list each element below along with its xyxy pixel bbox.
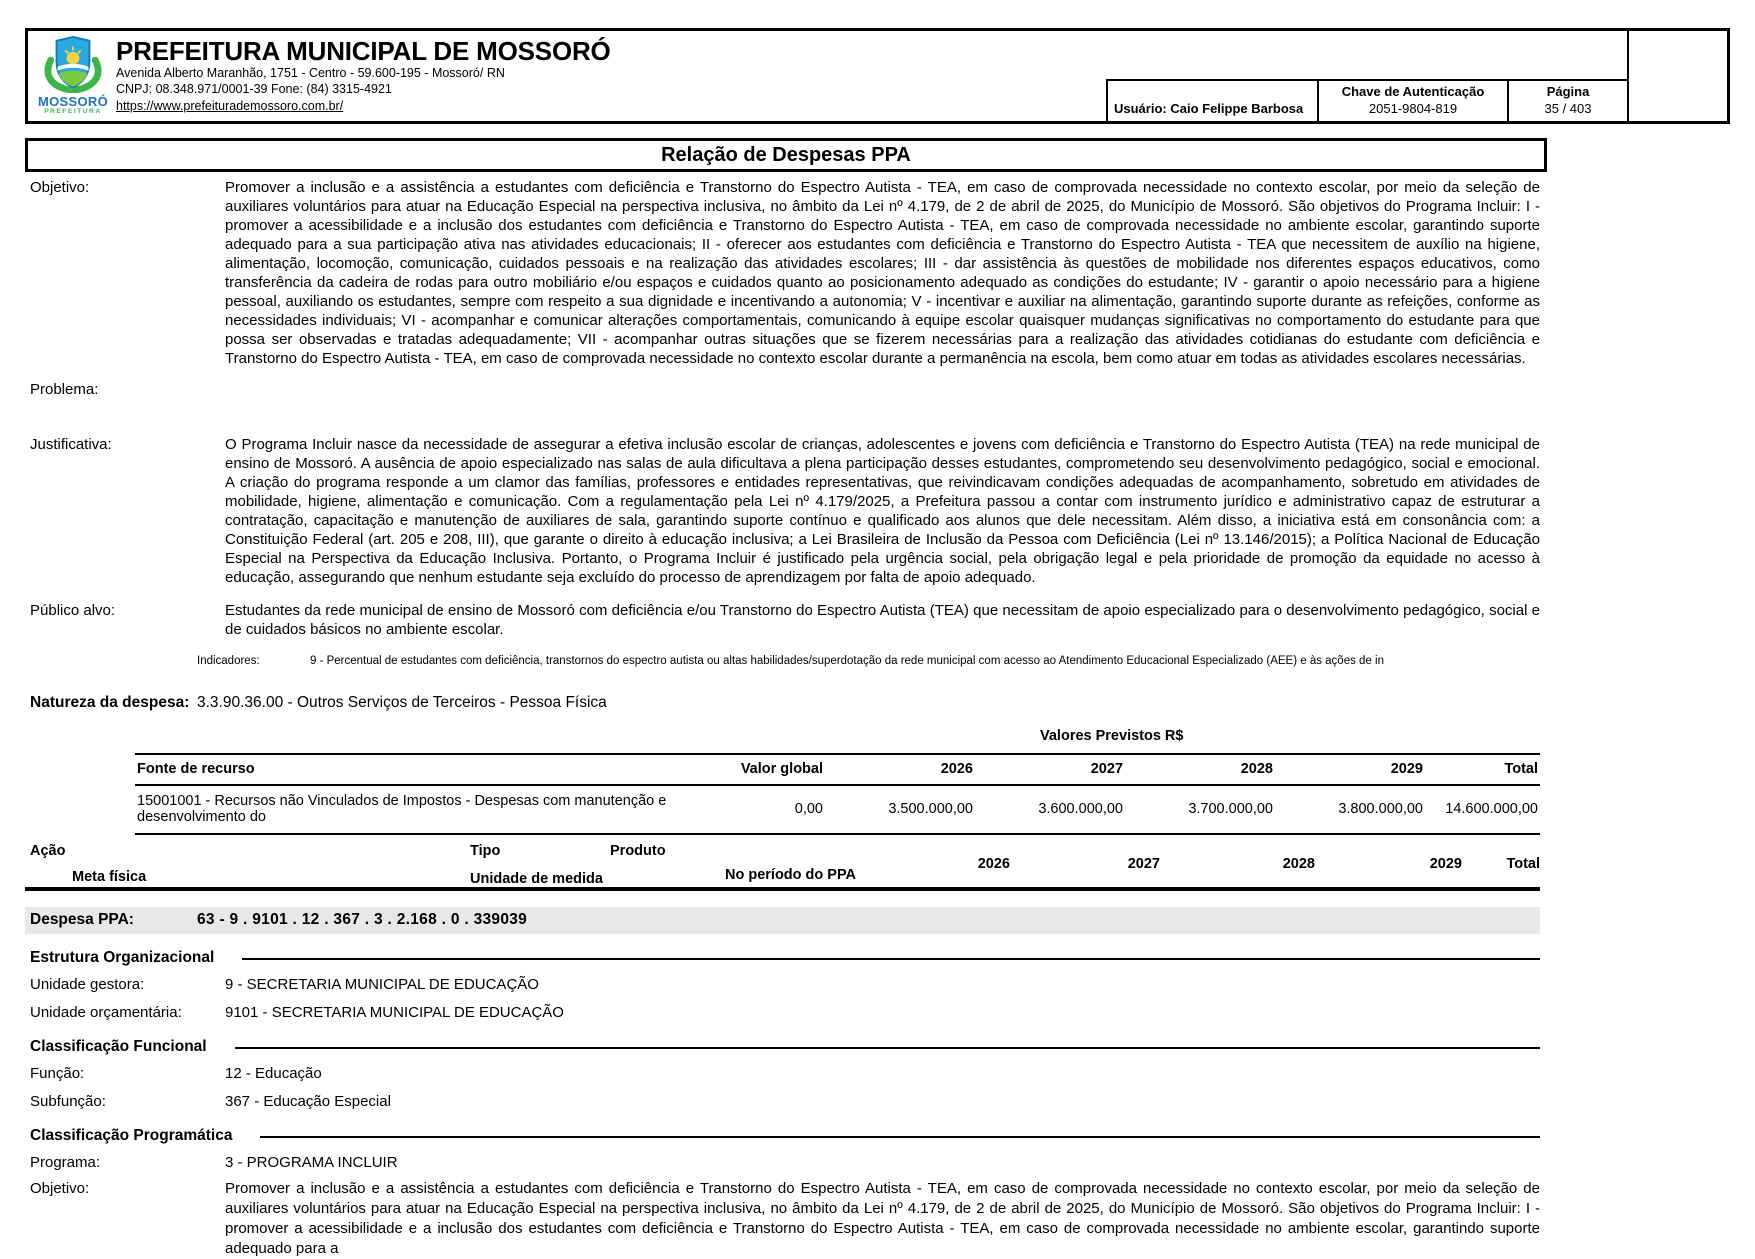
report-title: Relação de Despesas PPA <box>661 143 911 166</box>
subfuncao-row <box>25 1092 1540 1112</box>
subfuncao-value: 367 - Educação Especial <box>225 1093 391 1110</box>
cell-fonte: 15001001 - Recursos não Vinculados de Impostos - Despesas com manutenção e desenvolvimento do <box>135 785 705 834</box>
cell-valor-global: 0,00 <box>705 785 825 834</box>
page-cell <box>1507 79 1627 121</box>
logo-city-text: MOSSORÓ <box>38 94 108 109</box>
acao-year-2029: 2029 <box>1429 856 1462 872</box>
org-website-link[interactable]: https://www.prefeiturademossoro.com.br/ <box>116 99 344 113</box>
mossoro-crest-icon <box>38 35 108 93</box>
programa-objetivo-label: Objetivo: <box>30 1180 90 1197</box>
logo-subtitle-text: PREFEITURA <box>44 108 102 115</box>
org-block <box>116 36 611 115</box>
classificacao-funcional-title: Classificação Funcional <box>30 1038 207 1055</box>
tipo-label: Tipo <box>470 843 501 859</box>
unidade-orcamentaria-value: 9101 - SECRETARIA MUNICIPAL DE EDUCAÇÃO <box>225 1004 564 1021</box>
page-number: 35 / 403 <box>1544 101 1592 116</box>
objetivo-row <box>25 178 1540 368</box>
cell-total: 14.600.000,00 <box>1425 785 1540 834</box>
section-rule <box>242 958 1540 967</box>
cell-2028: 3.700.000,00 <box>1125 785 1275 834</box>
natureza-despesa-label: Natureza da despesa: <box>30 694 190 711</box>
objetivo-label: Objetivo: <box>30 179 90 196</box>
despesa-ppa-label: Despesa PPA: <box>30 911 134 928</box>
indicadores-row <box>25 654 1540 668</box>
user-cell <box>1106 79 1317 121</box>
report-body <box>25 178 1540 1259</box>
indicadores-label: Indicadores: <box>197 655 260 667</box>
valores-previstos-caption: Valores Previstos R$ <box>1040 728 1184 744</box>
mossoro-logo <box>36 35 110 119</box>
despesa-ppa-bar <box>25 907 1540 934</box>
subfuncao-label: Subfunção: <box>30 1093 106 1110</box>
stamp-box <box>1627 31 1727 121</box>
table-row <box>135 785 1540 834</box>
programa-objetivo-row <box>25 1179 1540 1259</box>
valores-previstos-table <box>135 753 1540 835</box>
funcao-row <box>25 1064 1540 1084</box>
despesa-ppa-code: 63 - 9 . 9101 . 12 . 367 . 3 . 2.168 . 0 . 339039 <box>197 911 528 928</box>
col-2029: 2029 <box>1275 754 1425 785</box>
org-cnpj-phone: CNPJ: 08.348.971/0001-39 Fone: (84) 3315-4921 <box>116 81 392 96</box>
cell-2027: 3.600.000,00 <box>975 785 1125 834</box>
col-2028: 2028 <box>1125 754 1275 785</box>
natureza-despesa-row <box>25 694 1540 712</box>
classificacao-programatica-header <box>25 1127 1540 1145</box>
natureza-despesa-value: 3.3.90.36.00 - Outros Serviços de Terceiros - Pessoa Física <box>197 694 607 711</box>
funcao-value: 12 - Educação <box>225 1065 322 1082</box>
acao-label: Ação <box>30 843 66 859</box>
produto-label: Produto <box>610 843 666 859</box>
publico-alvo-label: Público alvo: <box>30 602 116 619</box>
classificacao-funcional-header <box>25 1038 1540 1056</box>
auth-key-label: Chave de Autenticação <box>1341 84 1485 99</box>
problema-row <box>25 380 1540 399</box>
justificativa-label: Justificativa: <box>30 436 112 453</box>
acao-year-2027: 2027 <box>1127 856 1160 872</box>
report-title-bar <box>25 138 1547 172</box>
col-valor-global: Valor global <box>705 754 825 785</box>
publico-alvo-text: Estudantes da rede municipal de ensino de Mossoró com deficiência e/ou Transtorno do Espectro Autista (TEA) que necessitam de apoio especializado para o desenvolvimento pedagógico, social e de cuidados básicos no ambiente escolar. <box>225 602 1540 638</box>
col-total: Total <box>1425 754 1540 785</box>
objetivo-text: Promover a inclusão e a assistência a estudantes com deficiência e Transtorno do Espectro Autista - TEA, em caso de comprovada necessidade no contexto escolar, por meio da seleção de auxiliares voluntários para atuar na Educação Especial na perspectiva inclusiva, no âmbito da Lei nº 4.179, de 2 de abril de 2025, do Município de Mossoró. São objetivos do Programa Incluir: I - promover a acessibilidade e a inclusão dos estudantes com deficiência e Transtorno do Espectro Autista - TEA, em caso de comprovada necessidade no ambiente escolar, garantindo suporte adequado para a sua participação ativa nas atividades educacionais; II - oferecer aos estudantes com deficiência e Transtorno do Espectro Autista - TEA que necessitem de auxílio na higiene, alimentação, locomoção, comunicação, cuidados pessoais e na realização das atividades escolares; III - dar assistência às questões de mobilidade nos diferentes espaços educativos, como transferência da cadeira de rodas para outro mobiliário e/ou espaços e cuidados quanto ao posicionamento adequado as condições do estudante; IV - garantir o apoio necessário para a higiene pessoal, auxiliando os estudantes, sempre com respeito a sua dignidade e incentivando a autonomia; V - incentivar e auxiliar na alimentação, garantindo suporte durante as refeições, conforme as necessidades individuais; VI - acompanhar e comunicar alterações comportamentais, comunicando à equipe escolar quaisquer mudanças significativas no comportamento do estudante para que possa ser observadas e tratadas adequadamente; VII - acompanhar outras situações que se fizerem necessárias para a realização das atividades cotidianas do estudante com deficiência e Transtorno do Espectro Autista - TEA, em caso de comprovada necessidade no contexto escolar durante a permanência na escola, bem como atuar em todas as atividades escolares necessárias. <box>225 179 1540 367</box>
funcao-label: Função: <box>30 1065 85 1082</box>
report-header <box>25 28 1730 124</box>
estrutura-organizacional-title: Estrutura Organizacional <box>30 949 215 966</box>
section-rule <box>260 1136 1540 1145</box>
auth-key-value: 2051-9804-819 <box>1368 101 1458 116</box>
meta-fisica-label: Meta física <box>72 869 147 885</box>
unidade-gestora-row <box>25 975 1540 995</box>
classificacao-programatica-title: Classificação Programática <box>30 1127 233 1144</box>
programa-label: Programa: <box>30 1154 101 1171</box>
unidade-gestora-value: 9 - SECRETARIA MUNICIPAL DE EDUCAÇÃO <box>225 976 539 993</box>
acao-total-label: Total <box>1506 856 1540 872</box>
acao-year-2028: 2028 <box>1282 856 1315 872</box>
publico-alvo-row <box>25 601 1540 639</box>
periodo-ppa-label: No período do PPA <box>725 867 857 883</box>
page-label: Página <box>1546 84 1590 99</box>
programa-row <box>25 1153 1540 1173</box>
auth-key-cell <box>1317 79 1507 121</box>
valores-header-row <box>135 754 1540 785</box>
estrutura-organizacional-header <box>25 949 1540 967</box>
justificativa-row <box>25 435 1540 587</box>
programa-value: 3 - PROGRAMA INCLUIR <box>225 1154 398 1171</box>
acao-year-2026: 2026 <box>977 856 1010 872</box>
problema-label: Problema: <box>30 381 99 398</box>
justificativa-text: O Programa Incluir nasce da necessidade de assegurar a efetiva inclusão escolar de crianças, adolescentes e jovens com deficiência e Transtorno do Espectro Autista (TEA) na rede municipal de ensino de Mossoró. A ausência de apoio especializado nas salas de aula dificultava a plena participação desses estudantes, comprometendo seu desenvolvimento pedagógico, social e emocional. A criação do programa responde a um clamor das famílias, professores e entidades representativas, que reivindicavam condições adequadas de acompanhamento, sobretudo em atividades de mobilidade, higiene, alimentação e comunicação. Com a regulamentação pela Lei nº 4.179/2025, a Prefeitura passou a contar com instrumento jurídico e administrativo capaz de estruturar a contratação, capacitação e manutenção de auxiliares de sala, garantindo suporte contínuo e qualificado aos alunos que dele necessitam. Além disso, a iniciativa está em consonância com: a Constituição Federal (art. 205 e 208, III), que garante o direito à educação inclusiva; a Lei Brasileira de Inclusão da Pessoa com Deficiência (Lei nº 13.146/2015); a Política Nacional de Educação Especial na Perspectiva da Educação Inclusiva. Portanto, o Programa Incluir é justificado pela urgência social, pela obrigação legal e pela prioridade de promoção da equidade no acesso à educação, assegurando que nenhum estudante seja excluído do processo de aprendizagem por falta de apoio adequado. <box>225 436 1540 586</box>
unidade-orcamentaria-label: Unidade orçamentária: <box>30 1004 182 1021</box>
cell-2029: 3.800.000,00 <box>1275 785 1425 834</box>
unidade-medida-label: Unidade de medida <box>470 871 603 887</box>
acao-table-header <box>25 843 1540 891</box>
indicadores-text: 9 - Percentual de estudantes com deficiência, transtornos do espectro autista ou altas habilidades/superdotação da rede municipal com acesso ao Atendimento Educacional Especializado (AEE) e às ações de in <box>310 655 1384 667</box>
section-rule <box>235 1047 1540 1056</box>
unidade-orcamentaria-row <box>25 1003 1540 1023</box>
org-name: PREFEITURA MUNICIPAL DE MOSSORÓ <box>116 36 611 66</box>
col-2027: 2027 <box>975 754 1125 785</box>
unidade-gestora-label: Unidade gestora: <box>30 976 145 993</box>
cell-2026: 3.500.000,00 <box>825 785 975 834</box>
col-2026: 2026 <box>825 754 975 785</box>
programa-objetivo-text: Promover a inclusão e a assistência a estudantes com deficiência e Transtorno do Espectro Autista - TEA, em caso de comprovada necessidade no contexto escolar, por meio da seleção de auxiliares voluntários para atuar na Educação Especial na perspectiva inclusiva, no âmbito da Lei nº 4.179, de 2 de abril de 2025, do Município de Mossoró. São objetivos do Programa Incluir: I - promover a acessibilidade e a inclusão dos estudantes com deficiência e Transtorno do Espectro Autista - TEA, em caso de comprovada necessidade no ambiente escolar, garantindo suporte adequado para a <box>225 1180 1540 1257</box>
org-address: Avenida Alberto Maranhão, 1751 - Centro - 59.600-195 - Mossoró/ RN <box>116 66 505 80</box>
user-label: Usuário: Caio Felippe Barbosa <box>1114 101 1304 116</box>
col-fonte-de-recurso: Fonte de recurso <box>135 754 705 785</box>
